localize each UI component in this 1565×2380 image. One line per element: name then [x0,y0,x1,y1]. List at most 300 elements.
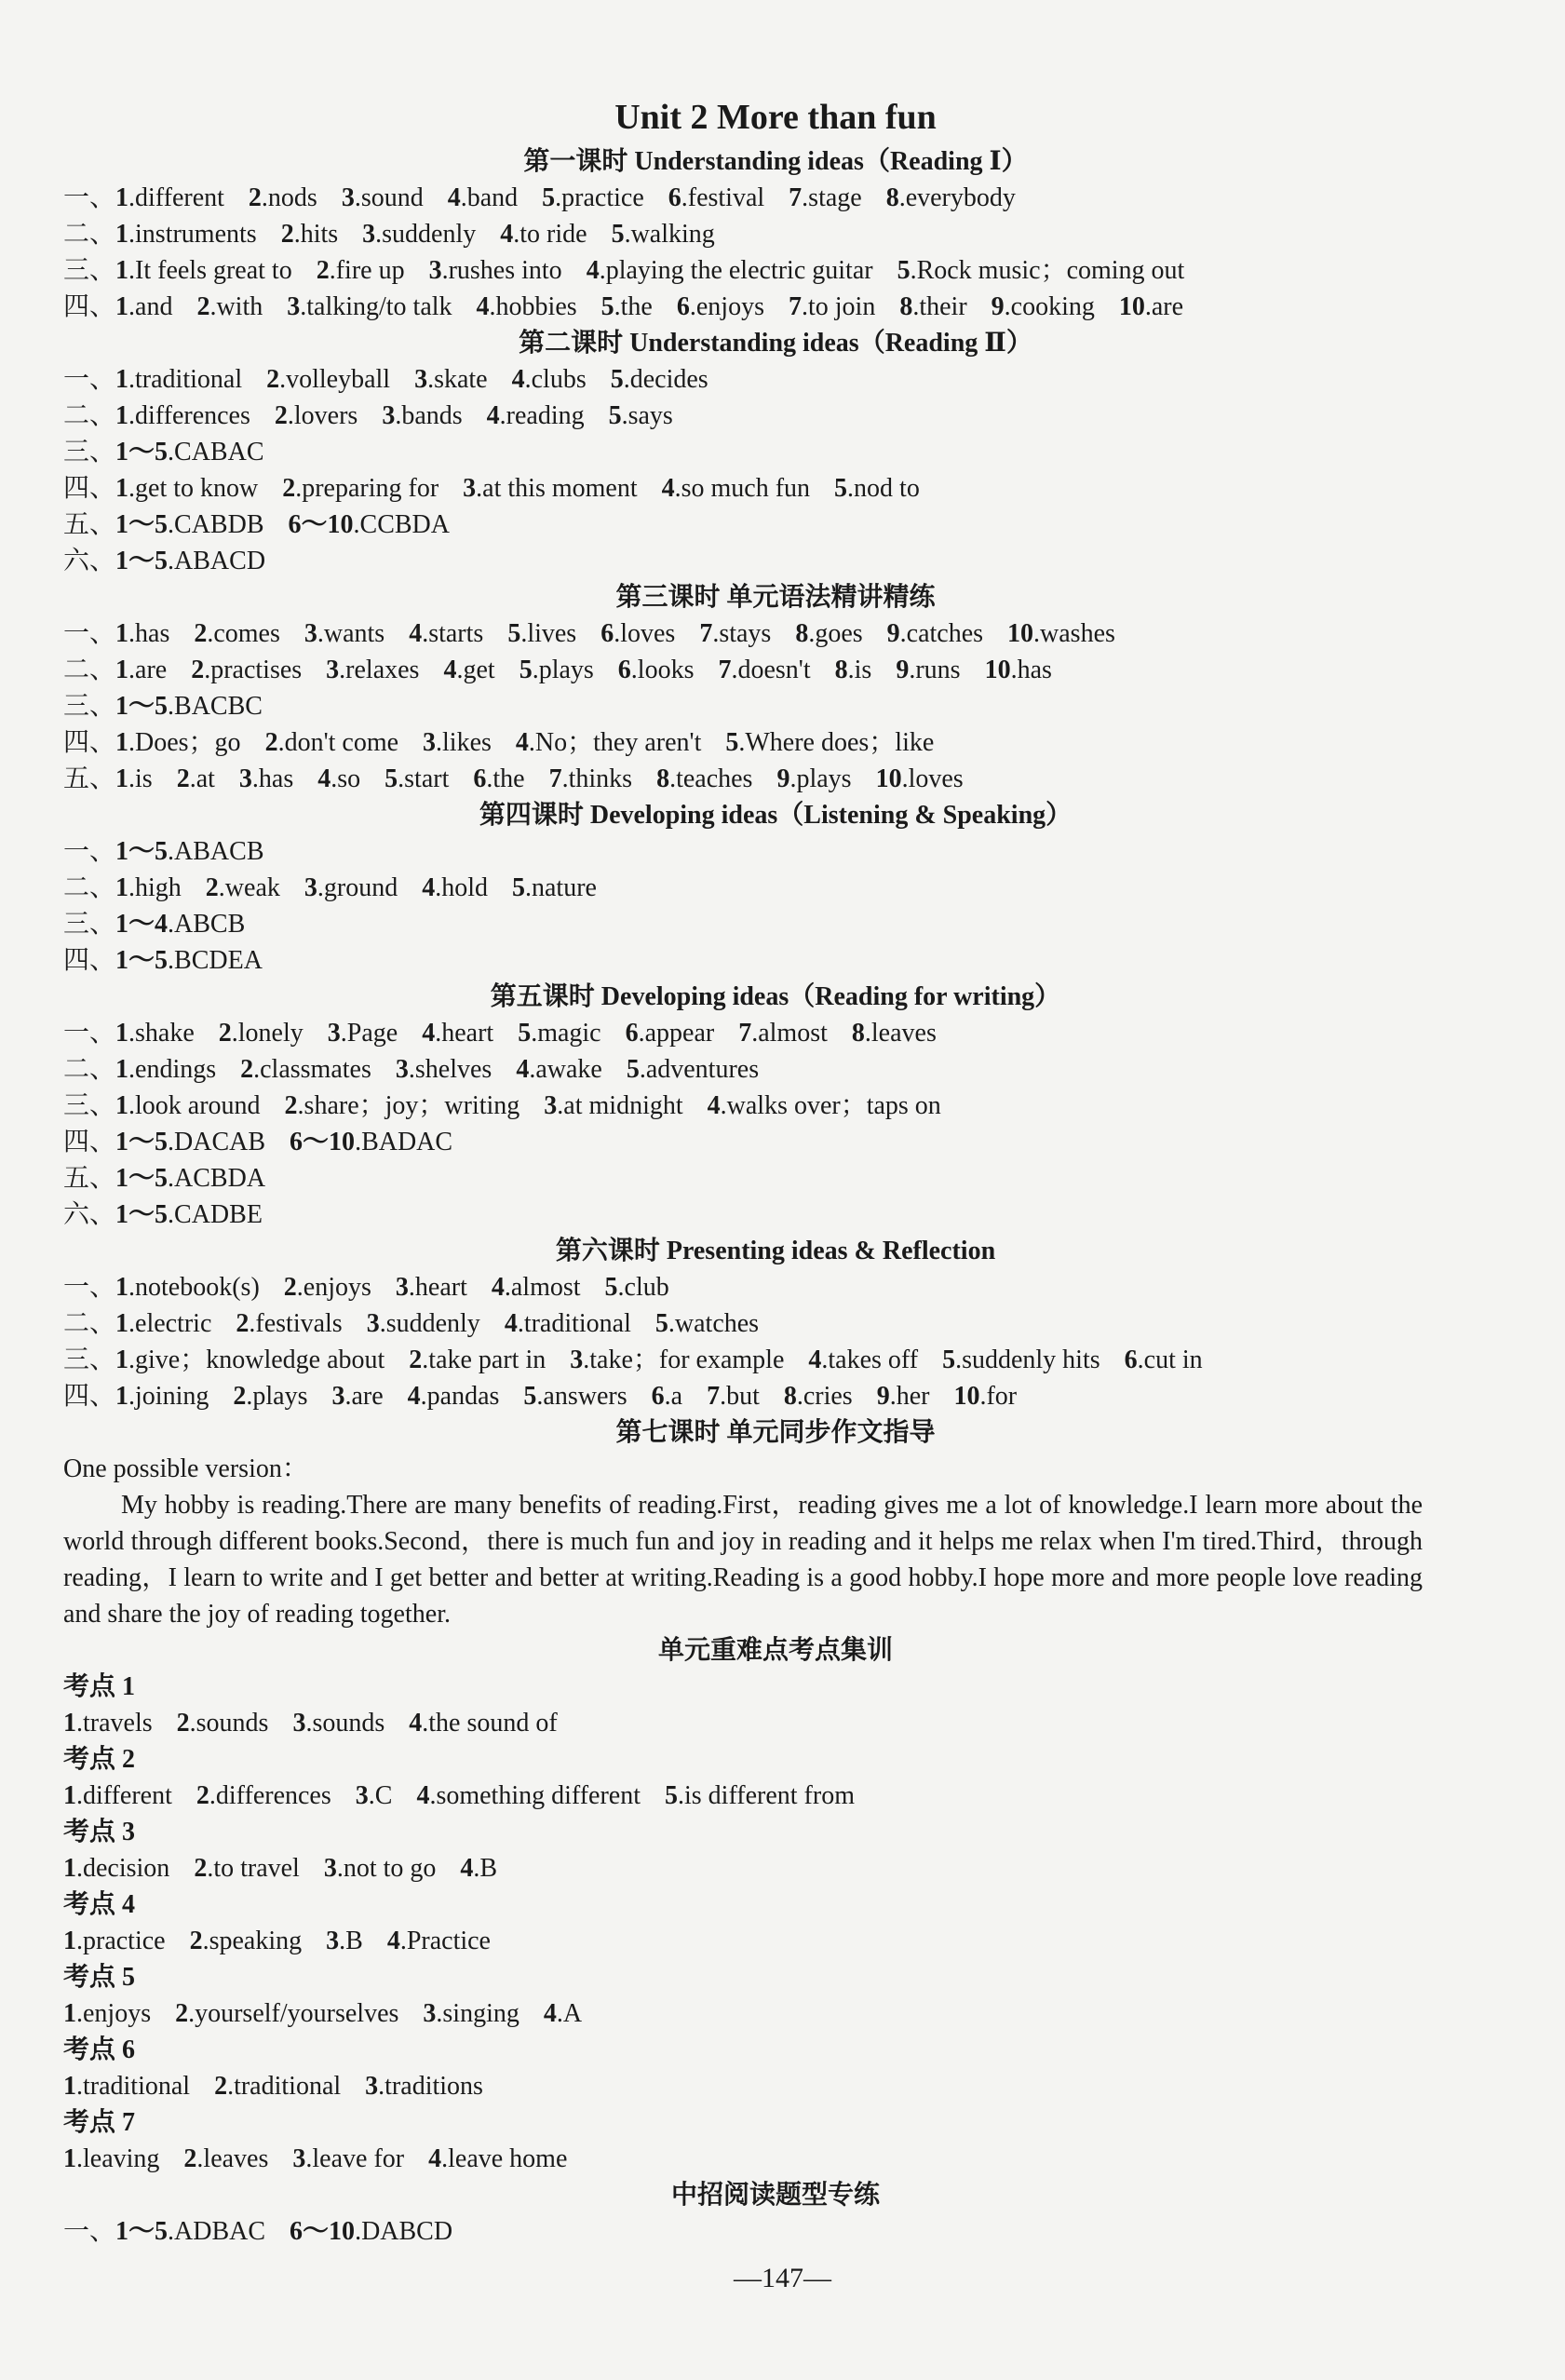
key-point-answers [63,1923,1423,1959]
answer-number: 1～5 [115,547,169,575]
answer-number: 8 [899,292,913,321]
answer-number: 1 [115,220,129,249]
section-number: 二、 [63,1309,116,1338]
answer-number: 6 [1124,1346,1138,1374]
answer-item [784,1382,853,1411]
answer-item [115,1164,265,1193]
answer-number: 3 [395,1273,409,1302]
answer-number: 3 [570,1346,584,1374]
answer-item [115,438,263,467]
answer-number: 8 [885,183,899,212]
answer-item [1007,619,1115,648]
section-number: 一、 [63,619,116,648]
key-points-heading: 单元重难点考点集训 [657,1636,893,1665]
answer-number: 5 [511,873,525,902]
answer-number: 1～5 [115,1128,169,1156]
answer-number: 6 [676,292,690,321]
answer-item [115,183,224,212]
answer-number: 1～5 [115,837,169,866]
lesson-heading: 第五课时 Developing ideas（Reading for writing） [490,982,1061,1011]
answer-text: .traditional [227,2072,342,2101]
answer-text: .answers [536,1382,627,1411]
answer-item [795,619,862,648]
section-number: 四、 [63,474,116,503]
answer-number: 2 [205,873,219,902]
answer-number: 1 [63,1709,76,1738]
answer-item [285,1091,520,1120]
answer-item [240,1055,371,1084]
answer-text: .leaving [76,2144,160,2173]
answer-text: .everybody [898,183,1016,212]
answer-text: .hobbies [489,292,577,321]
answer-line [63,507,1423,543]
answer-text: .has [128,619,170,648]
answer-text: .is [847,656,872,684]
answer-number: 3 [382,401,396,430]
answer-text: .likes [436,728,492,757]
lesson-section [63,979,1423,1233]
answer-item [789,183,862,212]
answer-item [897,256,1185,285]
section-number: 四、 [63,1128,116,1156]
answer-number: 7 [548,764,562,793]
answer-number: 7 [718,656,732,684]
answer-number: 3 [544,1091,558,1120]
answer-text: .DABCD [355,2217,453,2246]
answer-item [196,292,263,321]
answer-item [414,365,488,394]
answer-number: 2 [240,1055,254,1084]
answer-text: .No；they aren't [528,728,702,757]
answer-text: .lovers [287,401,358,430]
section-number: 四、 [63,1382,116,1411]
answer-number: 5 [523,1382,537,1411]
answer-item [652,1382,682,1411]
answer-number: 4 [707,1091,721,1120]
answer-number: 2 [189,1927,203,1955]
answer-item [896,656,960,684]
answer-number: 5 [897,256,911,285]
answer-text: .plays [246,1382,308,1411]
answer-text: .traditions [378,2072,483,2101]
answer-item [953,1382,1017,1411]
reading-practice-section [63,2177,1423,2250]
answer-text: .different [128,183,224,212]
answer-number: 2 [264,728,278,757]
answer-number: 2 [218,1019,232,1048]
answer-line [63,906,1423,942]
answer-text: .clubs [524,365,587,394]
answer-item [887,619,983,648]
answer-text: .Page [340,1019,398,1048]
answer-text: .their [912,292,967,321]
answer-number: 4 [409,1709,423,1738]
answer-item [356,1781,393,1810]
answer-number: 4 [491,1273,505,1302]
page-number: —147— [734,2263,831,2293]
answer-text: .hits [293,220,339,249]
answer-number: 4 [486,401,500,430]
answer-number: 4 [386,1927,400,1955]
answer-item [877,1382,930,1411]
answer-text: .yourself/yourselves [188,1999,399,2028]
answer-line [63,252,1423,289]
answer-text: .lonely [231,1019,304,1048]
answer-text: .get to know [128,474,259,503]
answer-text: .ADBAC [168,2217,266,2246]
answer-text: .but [720,1382,760,1411]
answer-item [304,619,385,648]
answer-number: 3 [327,1019,341,1048]
section-number: 二、 [63,873,116,902]
answer-number: 3 [326,656,340,684]
answer-item [115,656,167,684]
lesson-section [63,579,1423,797]
reading-practice-list [63,2213,1423,2250]
section-number: 五、 [63,1164,116,1193]
answer-text: .BACBC [168,692,263,721]
answer-text: .volleyball [279,365,391,394]
answer-item [177,764,215,793]
answer-number: 4 [443,656,457,684]
answer-item [512,365,587,394]
answer-number: 4 [543,1999,557,2028]
answer-number: 3 [428,256,442,285]
answer-item [326,656,419,684]
answer-number: 1 [63,1999,76,2028]
answer-item [326,1927,363,1955]
section-number: 一、 [63,1273,116,1302]
answer-number: 3 [395,1055,409,1084]
answer-text: .almost [751,1019,828,1048]
answer-item [191,656,302,684]
answer-text: .ABACB [168,837,264,866]
answer-item [852,1019,937,1048]
key-point-label: 考点 7 [63,2108,136,2137]
answer-number: 5 [725,728,739,757]
answer-number: 1 [115,764,129,793]
answer-text: .leave home [441,2144,568,2173]
answer-text: .at midnight [557,1091,683,1120]
answer-line [63,1160,1423,1197]
lesson-section [63,797,1423,979]
answer-text: .traditional [517,1309,631,1338]
answer-item [115,2217,265,2246]
answer-number: 3 [331,1382,345,1411]
section-number: 四、 [63,946,116,975]
lesson-section [63,1233,1423,1414]
answer-number: 5 [611,220,625,249]
key-point-answers [63,1778,1423,1814]
answer-line [63,688,1423,724]
answer-text: .stays [712,619,772,648]
answer-text: .sound [354,183,424,212]
answer-item [63,1709,153,1738]
answer-number: 4 [460,1854,474,1883]
answer-item [1125,1346,1203,1374]
answer-item [601,292,653,321]
answer-text: .starts [422,619,484,648]
key-point-label: 考点 1 [63,1672,136,1701]
answer-number: 2 [196,1781,209,1810]
answer-item [656,764,752,793]
answer-number: 2 [236,1309,250,1338]
answer-text: .loves [614,619,676,648]
answer-number: 4 [422,1019,436,1048]
answer-text: .are [1144,292,1184,321]
answer-text: .runs [909,656,961,684]
answer-text: .reading [499,401,585,430]
answer-item [409,1346,546,1374]
answer-item [115,728,241,757]
section-number: 五、 [63,510,116,539]
answer-item [609,401,673,430]
answer-text: .not to go [336,1854,437,1883]
key-point-answers [63,1850,1423,1886]
answer-text: .are [128,656,168,684]
section-number: 一、 [63,365,116,394]
answer-text: .cries [796,1382,853,1411]
section-number: 六、 [63,1200,116,1229]
answer-item [500,220,587,249]
answer-text: .take part in [422,1346,546,1374]
answer-text: .It feels great to [128,256,292,285]
answer-text: .goes [808,619,863,648]
answer-line [63,1015,1423,1051]
answer-item [899,292,966,321]
answer-item [707,1382,760,1411]
answer-item [518,1019,600,1048]
answer-text: .endings [128,1055,217,1084]
answer-number: 3 [423,728,437,757]
answer-item [789,292,875,321]
answer-item [655,1309,759,1338]
answer-item [290,2217,452,2246]
answer-text: .traditional [76,2072,191,2101]
answer-item [115,1200,263,1229]
answer-text: .look around [128,1091,261,1120]
answer-number: 6～10 [290,2217,356,2246]
answer-number: 1 [63,1781,76,1810]
answer-text: .differences [209,1781,331,1810]
answer-text: .wants [317,619,385,648]
answer-item [492,1273,581,1302]
answer-item [677,292,764,321]
answer-text: .shelves [408,1055,492,1084]
answer-text: .nods [261,183,317,212]
answer-number: 2 [409,1346,423,1374]
answer-item [587,256,873,285]
answer-text: .looks [630,656,695,684]
answer-text: .something different [429,1781,641,1810]
answer-item [115,401,250,430]
answer-line [63,398,1423,434]
answer-number: 1 [115,474,129,503]
answer-text: .suddenly [375,220,477,249]
answer-item [324,1854,437,1883]
answer-number: 1～5 [115,1200,169,1229]
answer-number: 2 [176,764,190,793]
answer-item [115,220,257,249]
answer-text: .different [76,1781,172,1810]
answer-number: 4 [407,1382,421,1411]
answer-item [115,1382,209,1411]
answer-item [886,183,1016,212]
answer-line [63,761,1423,797]
answer-number: 10 [1007,619,1034,648]
answer-number: 1 [115,365,129,394]
answer-number: 8 [656,764,670,793]
answer-line [63,1342,1423,1378]
answer-item [365,2072,483,2101]
answer-text: .Where does；like [738,728,935,757]
answer-text: .doesn't [731,656,811,684]
key-point-answers [63,1705,1423,1741]
answer-text: .heart [408,1273,467,1302]
lesson-heading: 第四课时 Developing ideas（Listening & Speaking） [479,801,1073,830]
answer-text: .Does；go [128,728,241,757]
section-number: 五、 [63,764,116,793]
answer-number: 6～10 [288,510,354,539]
key-point-label: 考点 5 [63,1963,136,1992]
answer-number: 4 [586,256,600,285]
lesson-7-heading: 第七课时 单元同步作文指导 [615,1418,936,1447]
answer-item [505,1309,631,1338]
answer-text: .fire up [329,256,405,285]
answer-text: .weak [218,873,280,902]
answer-text: .enjoys [689,292,764,321]
answer-line [63,470,1423,507]
answer-item [665,1781,855,1810]
answer-text: .festival [681,183,765,212]
answer-text: .decision [76,1854,170,1883]
answer-text: .has [1010,656,1052,684]
answer-text: .take；for example [583,1346,785,1374]
answer-item [115,256,292,285]
answer-text: .is different from [677,1781,855,1810]
answer-number: 3 [355,1781,369,1810]
answer-item [542,183,644,212]
answer-number: 2 [214,2072,228,2101]
answer-text: .her [889,1382,930,1411]
answer-item [549,764,632,793]
answer-item [190,1927,303,1955]
answer-text: .classmates [253,1055,371,1084]
answer-item [292,1709,385,1738]
answer-item [662,474,810,503]
answer-item [776,764,851,793]
answer-item [544,1999,582,2028]
section-number: 一、 [63,1019,116,1048]
answer-text: .travels [76,1709,153,1738]
answer-number: 2 [183,2144,197,2173]
answer-number: 7 [699,619,713,648]
answer-number: 2 [194,619,208,648]
answer-item [618,656,695,684]
answer-item [194,1854,300,1883]
answer-item [63,2072,190,2101]
answer-text: .the sound of [422,1709,558,1738]
answer-number: 4 [661,474,675,503]
answer-number: 1 [115,1309,129,1338]
answer-number: 1 [115,1019,129,1048]
key-point-label: 考点 4 [63,1890,136,1919]
section-number: 六、 [63,547,116,575]
answer-text: .ground [317,873,398,902]
answer-text: .festivals [249,1309,343,1338]
answer-item [738,1019,828,1048]
answer-item [423,1999,519,2028]
answer-text: .so much fun [674,474,811,503]
answer-item [115,619,169,648]
answer-item [409,1709,557,1738]
answer-number: 1～5 [115,438,169,467]
answer-item [992,292,1095,321]
answer-item [423,728,492,757]
answer-text: .joining [128,1382,209,1411]
answer-number: 2 [282,474,296,503]
answer-item [115,837,263,866]
lessons-section [63,143,1423,1414]
answer-item [115,946,263,975]
answer-text: .share；joy；writing [297,1091,520,1120]
answer-text: .so [331,764,361,793]
answer-text: .to join [801,292,876,321]
answer-text: .comes [207,619,280,648]
answer-line [63,833,1423,870]
answer-item [239,764,293,793]
answer-number: 7 [738,1019,752,1048]
answer-item [477,292,577,321]
answer-number: 1 [115,292,129,321]
answer-text: .almost [504,1273,581,1302]
answer-item [115,1019,195,1048]
answer-number: 9 [876,1382,890,1411]
lesson-heading: 第一课时 Understanding ideas（Reading Ⅰ） [523,147,1028,176]
answer-item [507,619,576,648]
answer-number: 1 [115,401,129,430]
lesson-7-section [63,1414,1423,1632]
section-number: 三、 [63,438,116,467]
lesson-heading: 第三课时 单元语法精讲精练 [615,583,936,612]
answer-text: .says [621,401,673,430]
answer-number: 4 [808,1346,822,1374]
answer-item [265,728,398,757]
answer-item [115,910,245,939]
section-number: 三、 [63,256,116,285]
answer-number: 3 [423,1999,437,2028]
answer-line [63,615,1423,652]
answer-item [304,873,398,902]
answer-text: .is [128,764,153,793]
unit-title: Unit 2 More than fun [614,98,937,137]
answer-item [516,1055,602,1084]
answer-number: 7 [707,1382,721,1411]
answer-key-content [63,91,1423,2250]
answer-number: 4 [428,2144,442,2173]
answer-text: .traditional [128,365,243,394]
answer-number: 4 [422,873,436,902]
answer-item [487,401,585,430]
key-point-label: 考点 2 [63,1745,136,1774]
answer-text: .skate [427,365,488,394]
answer-number: 1 [115,183,129,212]
answer-item [287,292,452,321]
answer-number: 6 [600,619,614,648]
answer-text: .relaxes [339,656,420,684]
answer-text: .suddenly hits [955,1346,1100,1374]
answer-text: .appear [638,1019,715,1048]
